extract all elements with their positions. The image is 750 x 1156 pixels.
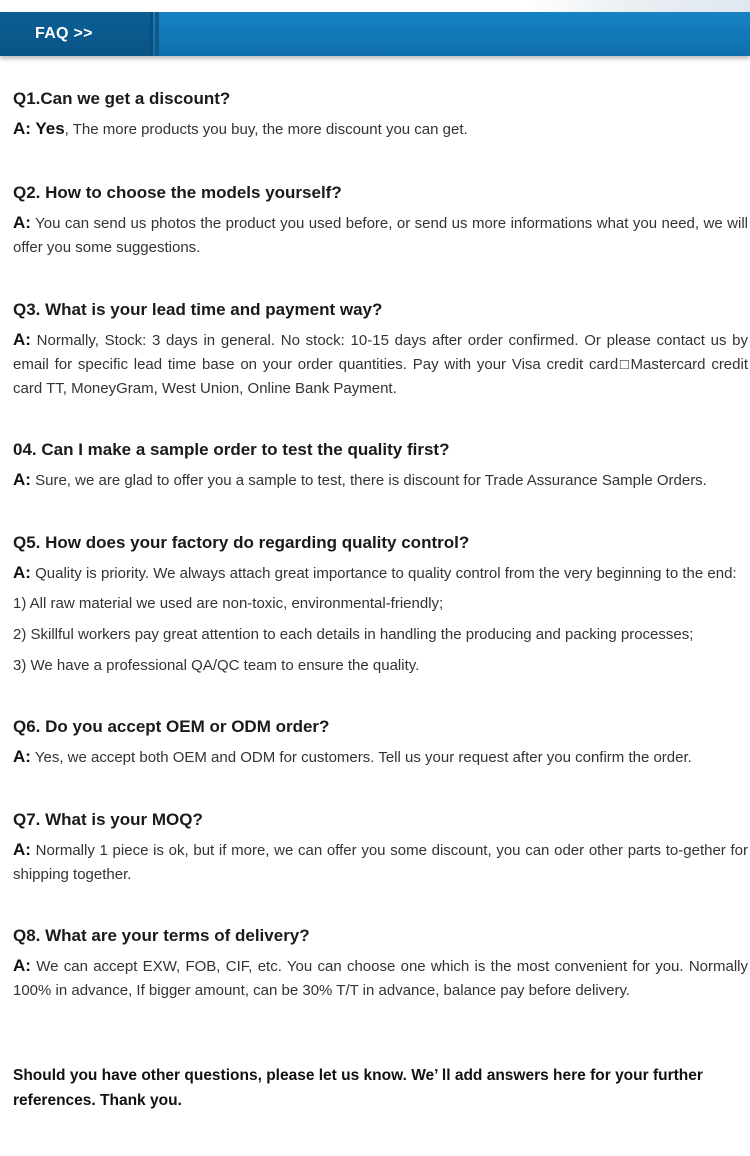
faq-question: Q5. How does your factory do regarding quality control?	[13, 533, 470, 552]
faq-question: Q1.Can we get a discount?	[13, 89, 231, 108]
faq-answer	[13, 561, 748, 586]
faq-question: Q7. What is your MOQ?	[13, 810, 203, 829]
answer-lead: A: Yes	[13, 119, 65, 138]
quality-control-list	[13, 592, 748, 678]
answer-lead: A:	[13, 840, 31, 859]
faq-answer	[13, 838, 748, 887]
answer-lead: A:	[13, 213, 31, 232]
answer-text: We can accept EXW, FOB, CIF, etc. You can choose one which is the most convenient for you. Normally 100% in advance, If bigger amount, can be 30% T/T in advance, balance pay before delivery.	[13, 958, 748, 999]
answer-text: Normally, Stock: 3 days in general. No stock: 10-15 days after order confirmed. Or please contact us by email for specific lead time base on your order quantities. Pay with your Visa credit card□Mastercard credit card TT, MoneyGram, West Union, Online Bank Payment.	[13, 332, 748, 397]
faq-header-title: FAQ >>	[35, 25, 93, 42]
faq-header-tab	[0, 12, 150, 56]
answer-text: You can send us photos the product you used before, or send us more informations what you need, we will offer you some suggestions.	[13, 215, 748, 256]
faq-item	[13, 716, 748, 770]
faq-item	[13, 439, 748, 493]
answer-lead: A:	[13, 330, 31, 349]
answer-lead: A:	[13, 470, 31, 489]
header-divider	[150, 12, 153, 56]
answer-text: Normally 1 piece is ok, but if more, we can offer you some discount, you can oder other parts to-gether for shipping together.	[13, 842, 748, 883]
faq-question: Q3. What is your lead time and payment way?	[13, 300, 383, 319]
faq-item	[13, 925, 748, 1003]
faq-answer	[13, 211, 748, 260]
answer-text: , The more products you buy, the more discount you can get.	[64, 121, 468, 138]
faq-item	[13, 532, 748, 678]
faq-question: 04. Can I make a sample order to test the quality first?	[13, 440, 450, 459]
header-divider	[155, 12, 159, 56]
faq-item	[13, 299, 748, 401]
faq-answer	[13, 745, 748, 770]
faq-question: Q6. Do you accept OEM or ODM order?	[13, 717, 330, 736]
faq-question: Q8. What are your terms of delivery?	[13, 926, 310, 945]
list-item: 1) All raw material we used are non-toxic, environmental-friendly;	[13, 595, 444, 612]
answer-lead: A:	[13, 563, 31, 582]
faq-item	[13, 182, 748, 260]
faq-answer	[13, 328, 748, 401]
answer-lead: A:	[13, 956, 31, 975]
faq-answer	[13, 468, 748, 493]
faq-list	[13, 88, 748, 1003]
faq-answer	[13, 954, 748, 1003]
faq-item	[13, 88, 748, 142]
header-top-strip	[0, 0, 750, 12]
faq-footer-note: Should you have other questions, please let us know. We’ ll add answers here for your further references. Thank you.	[13, 1067, 703, 1109]
answer-text: Sure, we are glad to offer you a sample to test, there is discount for Trade Assurance Sample Orders.	[30, 472, 707, 489]
faq-header-banner	[0, 12, 750, 56]
answer-text: Yes, we accept both OEM and ODM for customers. Tell us your request after you confirm the order.	[30, 749, 692, 766]
faq-question: Q2. How to choose the models yourself?	[13, 183, 342, 202]
answer-lead: A:	[13, 747, 31, 766]
faq-answer	[13, 117, 748, 142]
faq-item	[13, 809, 748, 887]
list-item: 2) Skillful workers pay great attention to each details in handling the producing and packing processes;	[13, 626, 694, 643]
answer-text: Quality is priority. We always attach great importance to quality control from the very beginning to the end:	[30, 565, 737, 582]
list-item: 3) We have a professional QA/QC team to ensure the quality.	[13, 657, 420, 674]
